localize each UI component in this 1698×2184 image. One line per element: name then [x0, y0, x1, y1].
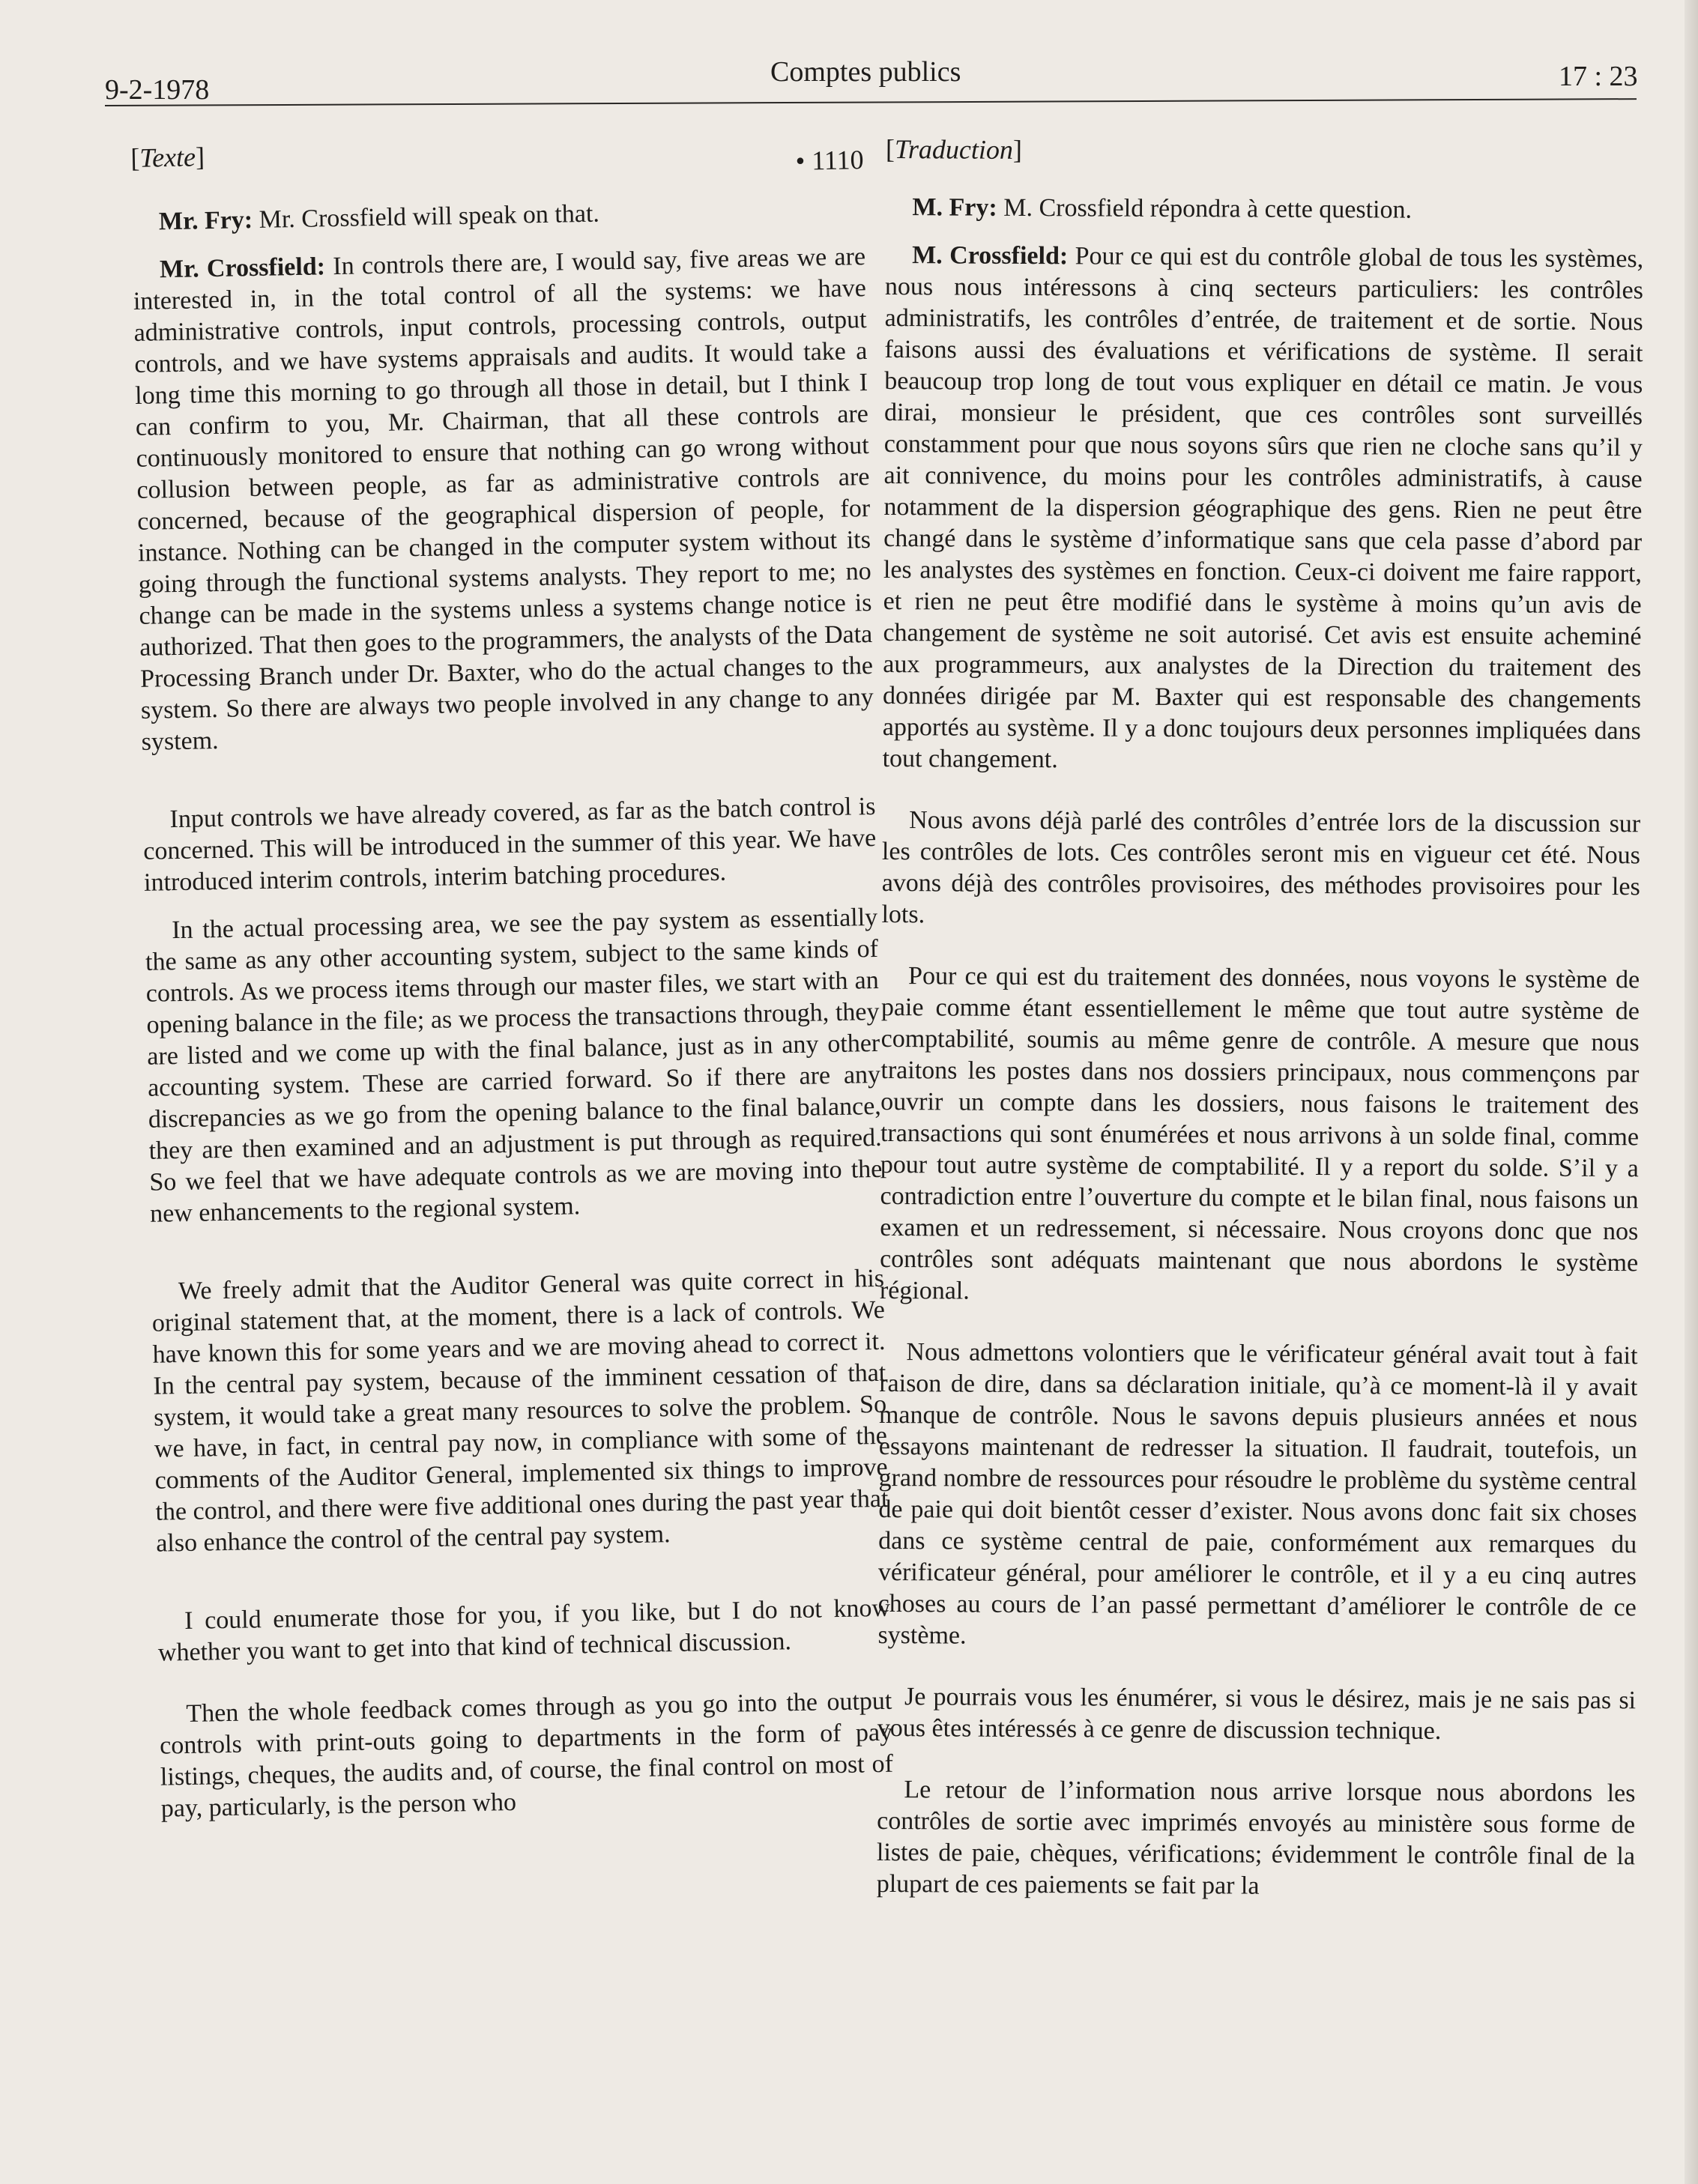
time-marker: • 1110 — [795, 145, 864, 176]
speech-text: M. Crossfield répondra à cette question. — [997, 193, 1413, 224]
header-date: 9-2-1978 — [105, 74, 210, 106]
translation-marker: [Traduction] — [885, 133, 1023, 165]
paragraph-auditor-general-fr: Nous admettons volontiers que le vérificateur général avait tout à fait raison de dire, dans sa déclaration initiale, qu’à ce moment-là il y avait manque de contrôle. Nous le savons depuis plusieurs années et nous essayons maintenant de redresser la situation. Il faudrait, toutefois, un grand nombre de ressources pour résoudre le problème du système central de paie qui doit bientôt cesser d’exister. Nous avons donc fait six choses dans ce système central de paie, conformément aux remarques du vérificateur général, pour améliorer le contrôle, et il y a eu cinq autres choses au cours de l’an passé permettant d’améliorer le contrôle de ce système. — [877, 1338, 1638, 1650]
speech-text: Pour ce qui est du contrôle global de tous les systèmes, nous nous intéressons à cinq secteurs particuliers: les contrôles administratifs, les contrôles d’entrée, de traitement et de sortie. Nous faisons aussi des évaluations et vérifications de système. Il serait beaucoup trop long de tout vous expliquer en détail ce matin. Je vous dirai, monsieur le président, que ces contrôles sont surveillés constamment pour que nous soyons sûrs que rien ne cloche sans qu’il y ait connivence, du moins pour les contrôles administratifs, à cause notamment de la dispersion géographique des gens. Rien ne peut être changé dans le système d’informatique sans que cela passe d’abord par les analystes des systèmes en fonction. Ceux-ci doivent me faire rapport, et rien ne peut être modifié dans le système à moins qu’un avis de changement de système ne soit autorisé. Cet avis est ensuite acheminé aux programmeurs, aux analystes de la Direction du traitement des données dirigée par M. Baxter qui est responsable des changements apportés au système. Il y a donc toujours deux personnes impliquées dans tout changement. — [882, 242, 1644, 774]
english-column — [130, 129, 894, 1842]
paragraph-enumerate-fr: Je pourrais vous les énumérer, si vous le désirez, mais je ne sais pas si vous êtes intéressés à ce genre de discussion technique. — [877, 1683, 1637, 1745]
page-edge-shadow — [1685, 0, 1698, 2184]
speech-text: Mr. Crossfield will speak on that. — [252, 199, 600, 235]
text-marker-label: Texte — [139, 142, 196, 173]
paragraph-processing-fr: Pour ce qui est du traitement des données, nous voyons le système de paie comme étant essentiellement le même que tout autre système de comptabilité, soumis au même genre de contrôle. A mesure que nous traitons les postes dans nos dossiers principaux, nous commençons par ouvrir un compte dans les dossiers, nous faisons le traitement des transactions qui sont énumérées et nous arrivons à un solde final, comme pour tout autre système de comptabilité. Il y a report du solde. S’il y a contradiction entre l’ouverture du compte et le bilan final, nous faisons un examen et un redressement, si nécessaire. Nous croyons donc que nos contrôles sont adéquats maintenant que nous abordons le système régional. — [879, 962, 1640, 1305]
french-column — [877, 133, 1644, 1920]
header-page-number: 17 : 23 — [1559, 61, 1638, 92]
paragraph-crossfield — [133, 241, 874, 758]
paragraph-fry — [132, 193, 865, 238]
speaker-name: M. Crossfield: — [912, 241, 1069, 270]
speaker-name: Mr. Crossfield: — [159, 252, 326, 284]
speaker-name: M. Fry: — [912, 193, 997, 222]
paragraph-feedback: Then the whole feedback comes through as you go into the output controls with print-outs going to departments in the form of pay listings, cheques, the audits and, of course, the final control on most of pay, particularly, is the person who — [159, 1687, 894, 1823]
paragraph-input-controls-fr: Nous avons déjà parlé des contrôles d’entrée lors de la discussion sur les contrôles de lots. Ces contrôles seront mis en vigueur cet été. Nous avons déjà des contrôles provisoires, des méthodes provisoires pour les lots. — [881, 806, 1641, 929]
speech-text: In controls there are, I would say, five areas we are interested in, in the total control of all the systems: we have administrative controls, input controls, processing controls, output controls, and we have systems appraisals and audits. It would take a long time this morning to go through all those in detail, but I think I can confirm to you, Mr. Chairman, that all these controls are continuously monitored to ensure that nothing can go wrong without collusion between people, as far as administrative controls are concerned, because of the geographical dispersion of people, for instance. Nothing can be changed in the computer system without its going through the functional systems analysts. They report to me; no change can be made in the systems unless a systems change notice is authorized. That then goes to the programmers, the analysts of the Data Processing Branch under Dr. Baxter, who do the actual changes to the system. So there are always two people involved in any change to any system. — [133, 243, 874, 756]
text-marker: [Texte] — [130, 142, 205, 173]
header-title: Comptes publics — [770, 56, 961, 88]
paragraph-input-controls: Input controls we have already covered, as far as the batch control is concerned. This will be introduced in the summer of this year. We have introduced interim controls, interim batching procedures. — [143, 792, 877, 897]
header-rule — [105, 98, 1637, 106]
paragraph-feedback-fr: Le retour de l’information nous arrive lorsque nous abordons les contrôles de sortie avec imprimés envoyés au ministère sous forme de listes de paie, chèques, vérifications; évidemment le contrôle final de la plupart de ces paiements se fait par la — [876, 1776, 1636, 1900]
paragraph-crossfield-fr — [883, 240, 1644, 778]
speaker-name: Mr. Fry: — [158, 206, 253, 236]
paragraph-enumerate: I could enumerate those for you, if you like, but I do not know whether you want to get into that kind of technical discussion. — [157, 1594, 891, 1667]
paragraph-processing: In the actual processing area, we see the pay system as essentially the same as any other accounting system, subject to the same kinds of controls. As we process items through our master files, we start with an opening balance in the file; as we process the transactions through, they are listed and we come up with the final balance, just as in any other accounting system. These are carried forward. So if there are any discrepancies as we go from the opening balance to the final balance, they are then examined and an adjustment is put through as required. So we feel that we have adequate controls as we are moving into the new enhancements to the regional system. — [145, 903, 883, 1228]
translation-marker-label: Traduction — [894, 134, 1014, 165]
paragraph-auditor-general: We freely admit that the Auditor General was quite correct in his original statement that, at the moment, there is a lack of controls. We have known this for some years and we are moving ahead to correct it. In the central pay system, because of the imminent cessation of that system, it would take a great many resources to solve the problem. So we have, in fact, in central pay now, in compliance with some of the comments of the Auditor General, implemented six things to improve the control, and there were five additional ones during the past year that also enhance the control of the central pay system. — [151, 1264, 889, 1558]
paragraph-fry-fr — [885, 192, 1643, 227]
